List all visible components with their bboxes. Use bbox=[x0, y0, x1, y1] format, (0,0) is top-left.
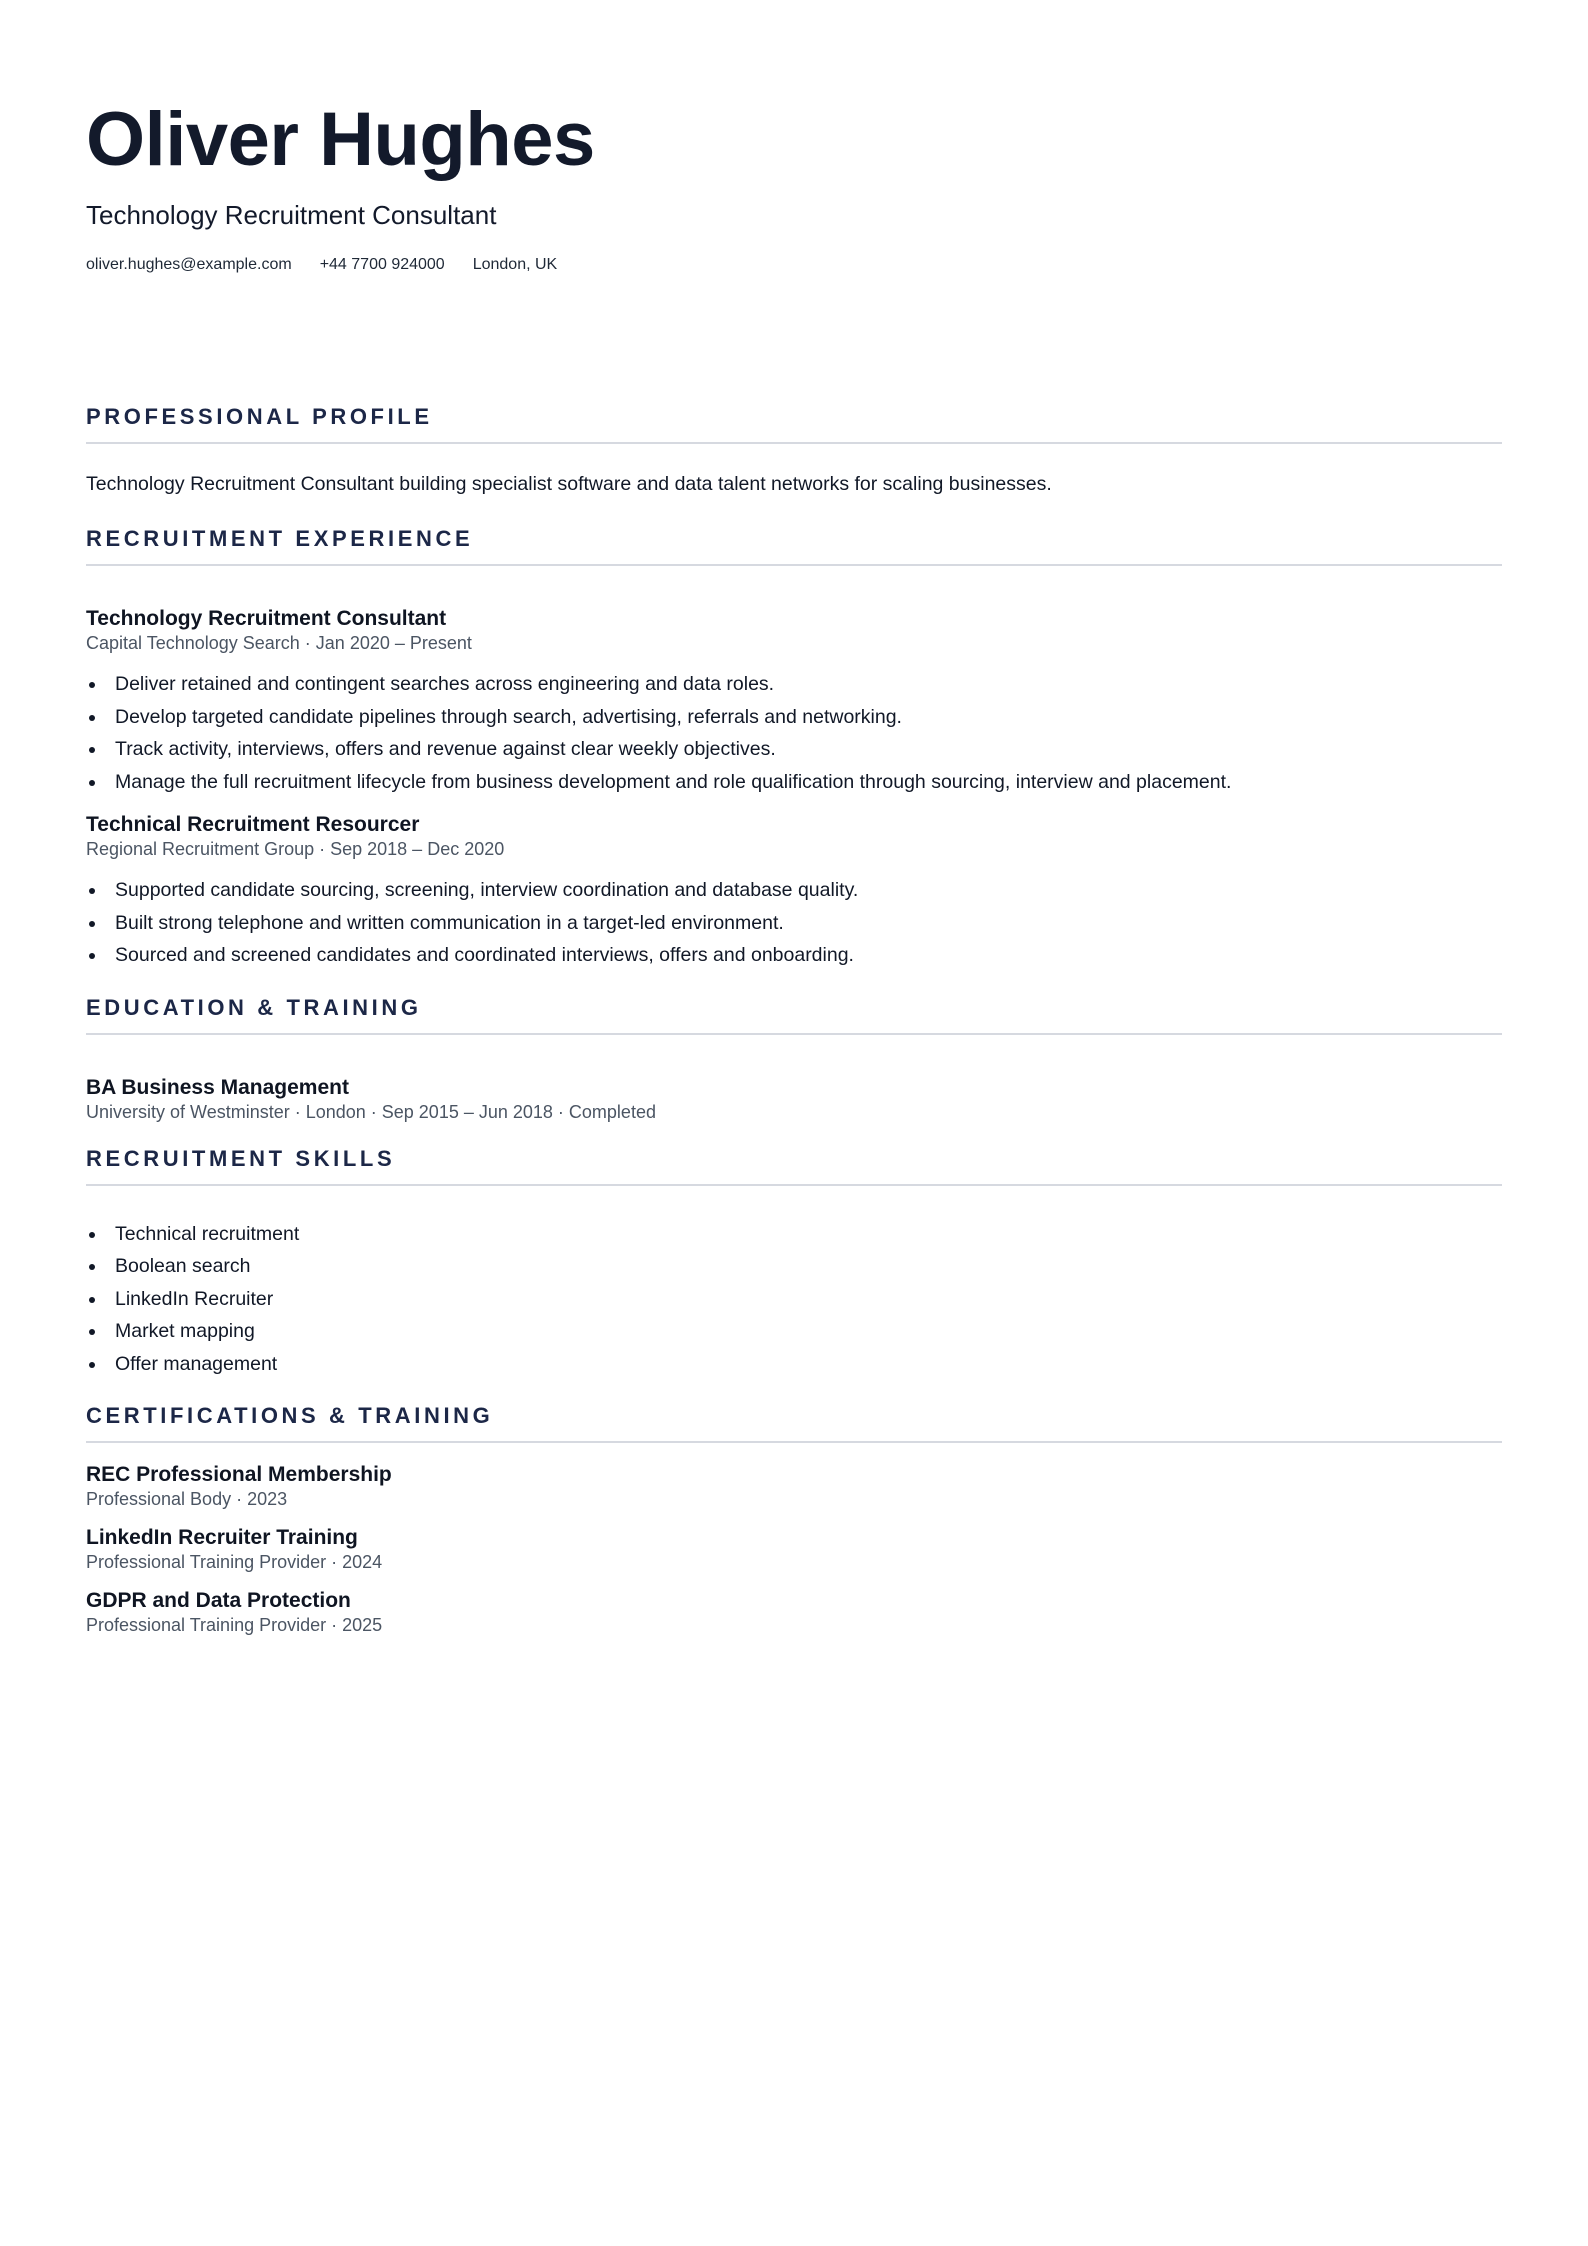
section-divider bbox=[86, 1033, 1502, 1035]
skills-list bbox=[86, 1218, 1502, 1381]
profile-section bbox=[86, 403, 1502, 498]
job-role: Technical Recruitment Resourcer bbox=[86, 813, 420, 836]
certification-meta: Professional Body · 2023 bbox=[86, 1489, 288, 1509]
certification-entry bbox=[86, 1462, 1502, 1510]
contact-email[interactable]: oliver.hughes@example.com bbox=[86, 256, 292, 273]
certification-meta: Professional Training Provider · 2024 bbox=[86, 1552, 383, 1572]
job-bullets bbox=[86, 668, 1502, 798]
job-role: Technology Recruitment Consultant bbox=[86, 607, 447, 630]
skill-item: Boolean search bbox=[115, 1250, 1502, 1283]
contact-line bbox=[86, 254, 1502, 276]
certification-entry bbox=[86, 1588, 1502, 1636]
contact-location: London, UK bbox=[472, 256, 558, 273]
section-title-certifications: CERTIFICATIONS & TRAINING bbox=[86, 1403, 494, 1428]
job-meta: Capital Technology Search · Jan 2020 – Present bbox=[86, 633, 472, 653]
section-divider bbox=[86, 1441, 1502, 1443]
skill-item: Market mapping bbox=[115, 1315, 1502, 1348]
certification-name: GDPR and Data Protection bbox=[86, 1589, 351, 1612]
certification-name: REC Professional Membership bbox=[86, 1463, 392, 1486]
certification-meta: Professional Training Provider · 2025 bbox=[86, 1615, 383, 1635]
certification-name: LinkedIn Recruiter Training bbox=[86, 1526, 358, 1549]
skill-item: Technical recruitment bbox=[115, 1218, 1502, 1251]
skills-section bbox=[86, 1145, 1502, 1381]
education-degree: BA Business Management bbox=[86, 1075, 349, 1099]
education-entry bbox=[86, 1075, 1502, 1123]
profile-text: Technology Recruitment Consultant building specialist software and data talent networks for scaling businesses. bbox=[86, 473, 1052, 495]
job-bullet: Built strong telephone and written communication in a target-led environment. bbox=[115, 907, 1502, 940]
education-meta: University of Westminster · London · Sep 2015 – Jun 2018 · Completed bbox=[86, 1101, 656, 1122]
job-entry bbox=[86, 606, 1502, 798]
skill-item: Offer management bbox=[115, 1348, 1502, 1381]
experience-section bbox=[86, 525, 1502, 972]
section-title-profile: PROFESSIONAL PROFILE bbox=[86, 404, 433, 429]
job-bullet: Manage the full recruitment lifecycle from business development and role qualification through sourcing, interview and placement. bbox=[115, 766, 1502, 799]
certifications-section bbox=[86, 1402, 1502, 1636]
job-entry bbox=[86, 812, 1502, 972]
candidate-name: Oliver Hughes bbox=[86, 97, 595, 182]
section-title-experience: RECRUITMENT EXPERIENCE bbox=[86, 526, 474, 551]
education-section bbox=[86, 994, 1502, 1123]
job-meta: Regional Recruitment Group · Sep 2018 – Dec 2020 bbox=[86, 839, 505, 859]
candidate-headline: Technology Recruitment Consultant bbox=[86, 200, 497, 230]
contact-phone[interactable]: +44 7700 924000 bbox=[319, 256, 445, 273]
job-bullet: Supported candidate sourcing, screening, interview coordination and database quality. bbox=[115, 874, 1502, 907]
certification-entry bbox=[86, 1525, 1502, 1573]
section-title-skills: RECRUITMENT SKILLS bbox=[86, 1145, 396, 1171]
skill-item: LinkedIn Recruiter bbox=[115, 1283, 1502, 1316]
job-bullet: Develop targeted candidate pipelines through search, advertising, referrals and networking. bbox=[115, 701, 1502, 734]
section-divider bbox=[86, 1184, 1502, 1186]
job-bullet: Sourced and screened candidates and coordinated interviews, offers and onboarding. bbox=[115, 939, 1502, 972]
section-title-education: EDUCATION & TRAINING bbox=[86, 994, 422, 1020]
section-divider bbox=[86, 442, 1502, 444]
job-bullets bbox=[86, 874, 1502, 972]
section-divider bbox=[86, 564, 1502, 566]
job-bullet: Deliver retained and contingent searches across engineering and data roles. bbox=[115, 668, 1502, 701]
job-bullet: Track activity, interviews, offers and revenue against clear weekly objectives. bbox=[115, 733, 1502, 766]
resume-header bbox=[86, 96, 1502, 276]
